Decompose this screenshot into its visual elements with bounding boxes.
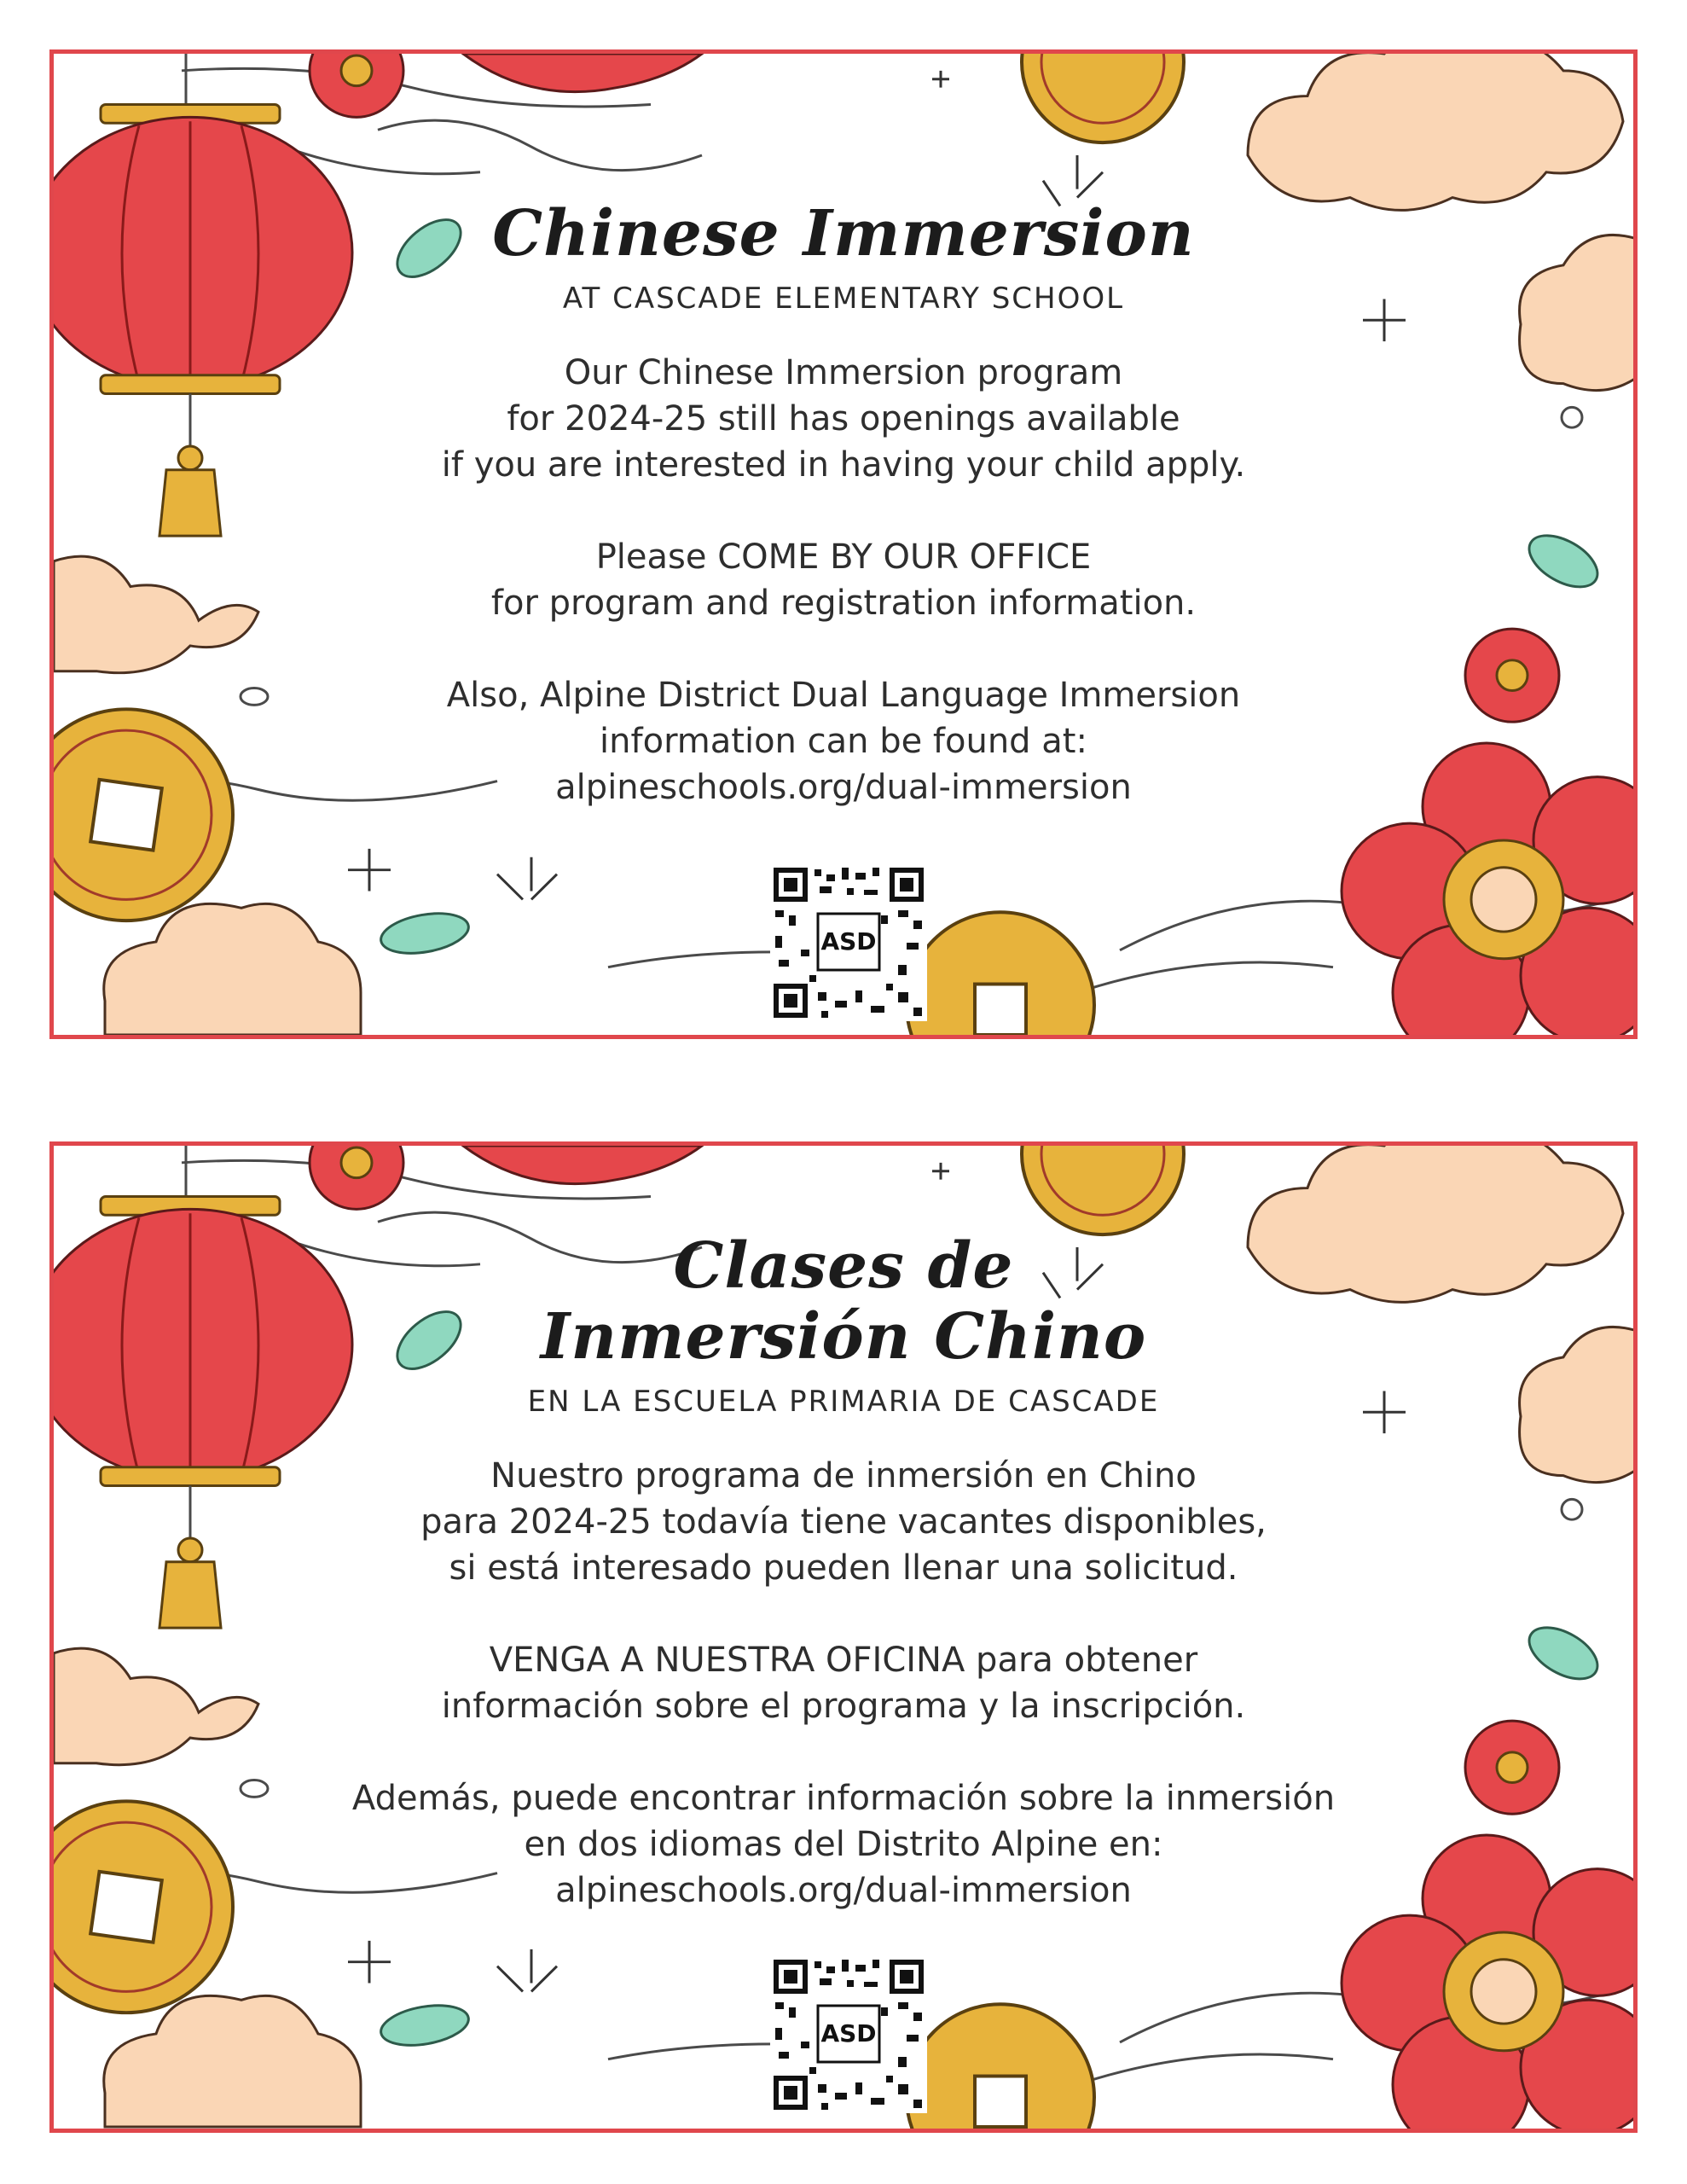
paragraph-program: Our Chinese Immersion program for 2024-25 still has openings available if you are interested in having your child apply. (441, 352, 1246, 485)
flyer-card-english (49, 49, 1638, 1039)
title-line: Clases de (673, 1229, 1014, 1303)
coin-icon (907, 912, 1094, 1035)
flower-icon (310, 54, 403, 117)
qr-code[interactable] (770, 1956, 927, 2113)
card-subtitle: AT CASCADE ELEMENTARY SCHOOL (562, 281, 1125, 316)
coin-icon (1022, 1146, 1184, 1234)
flower-icon (310, 1146, 403, 1209)
paragraph-program: Nuestro programa de inmersión en Chino para 2024-25 todavía tiene vacantes disponibles, si está interesado pueden llenar una solicitud. (420, 1455, 1267, 1588)
paragraph-district: Also, Alpine District Dual Language Immersion information can be found at: alpineschools.org/dual-immersion (54, 672, 1633, 810)
card-subtitle: EN LA ESCUELA PRIMARIA DE CASCADE (527, 1384, 1160, 1419)
district-url[interactable]: alpineschools.org/dual-immersion (555, 1870, 1132, 1910)
paragraph-district: Además, puede encontrar información sobre la inmersión en dos idiomas del Distrito Alpine en: alpineschools.org/dual-immersion (54, 1775, 1633, 1914)
card-content (54, 199, 1633, 857)
title-line: Chinese Immersion (492, 197, 1195, 270)
coin-icon (907, 2004, 1094, 2129)
title-line: Inmersión Chino (540, 1299, 1147, 1374)
flyer-card-spanish (49, 1141, 1638, 2133)
coin-icon (1022, 54, 1184, 142)
qr-code[interactable] (770, 864, 927, 1021)
qr-logo-label: ASD (820, 927, 877, 956)
card-title (54, 199, 1633, 270)
district-url[interactable]: alpineschools.org/dual-immersion (555, 767, 1132, 807)
card-title (54, 1231, 1633, 1373)
qr-logo-label: ASD (820, 2019, 877, 2048)
paragraph-office: Please COME BY OUR OFFICE for program and registration information. (490, 537, 1197, 623)
paragraph-office: VENGA A NUESTRA OFICINA para obtener información sobre el programa y la inscripción. (441, 1640, 1246, 1726)
card-content (54, 1231, 1633, 1960)
